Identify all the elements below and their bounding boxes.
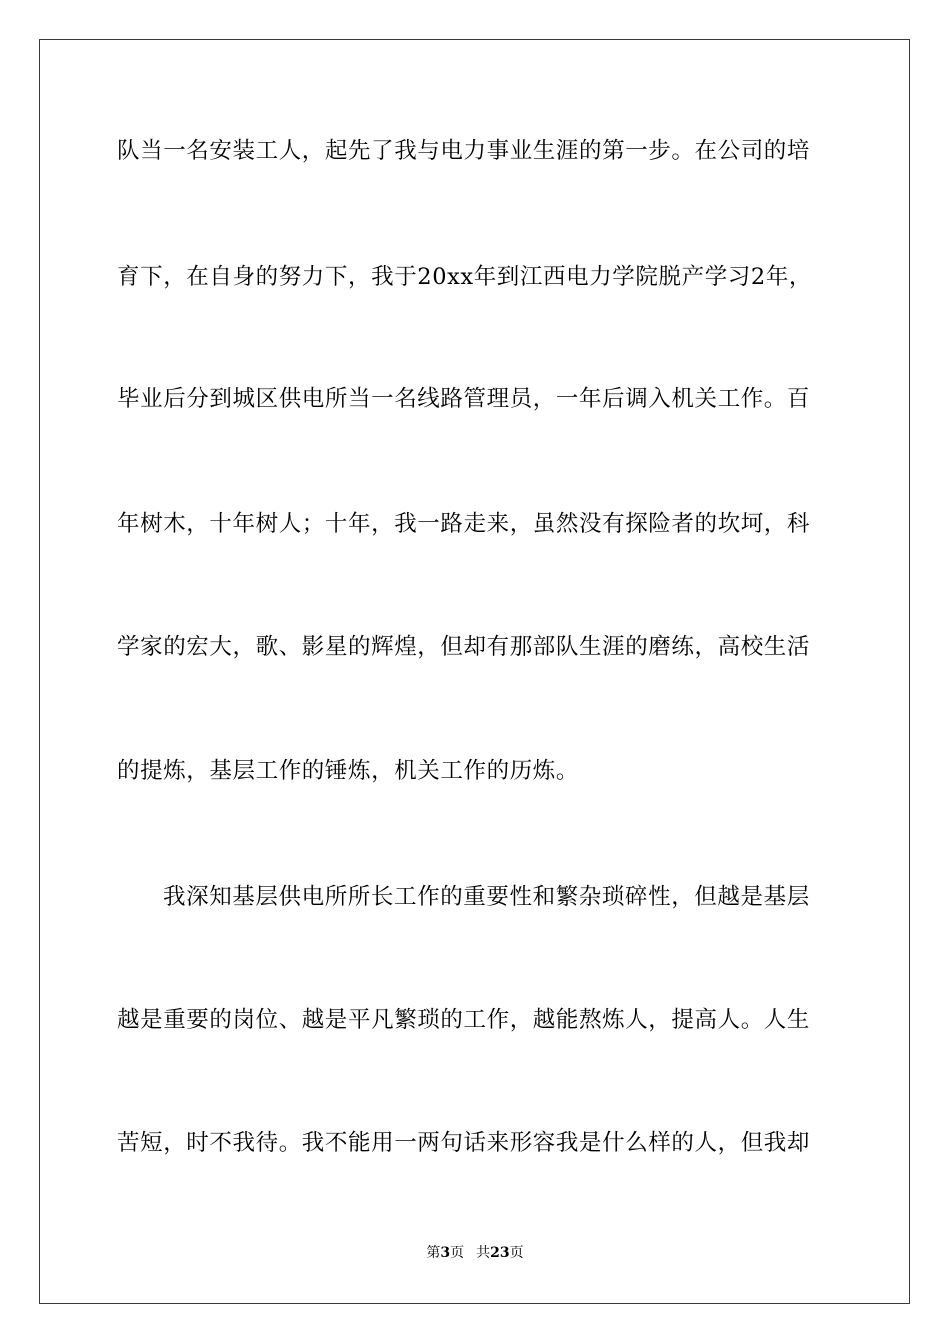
total-suffix: 页 — [509, 1245, 524, 1261]
page-suffix: 页 — [450, 1245, 465, 1261]
total-pages: 23 — [490, 1245, 510, 1261]
body-text-line-5: 学家的宏大，歌、影星的辉煌，但却有那部队生涯的磨练，高校生活 — [117, 634, 811, 660]
total-prefix: 共 — [476, 1245, 491, 1261]
body-text-line-6: 的提炼，基层工作的锤炼，机关工作的历炼。 — [117, 758, 580, 784]
body-text-line-8: 越是重要的岗位、越是平凡繁琐的工作，越能熬炼人，提高人。人生 — [117, 1007, 811, 1033]
page-number: 3 — [440, 1245, 451, 1261]
body-text-line-9: 苦短，时不我待。我不能用一两句话来形容我是什么样的人，但我却 — [117, 1130, 811, 1156]
body-text-line-2: 育下，在自身的努力下，我于20xx年到江西电力学院脱产学习2年， — [117, 264, 813, 290]
page-prefix: 第 — [426, 1245, 441, 1261]
page-footer — [0, 1243, 950, 1263]
body-text-line-4: 年树木，十年树人；十年，我一路走来，虽然没有探险者的坎坷，科 — [117, 511, 811, 537]
paragraph-start-line: 我深知基层供电所所长工作的重要性和繁杂琐碎性，但越是基层 — [163, 884, 810, 910]
body-text-line-1: 队当一名安装工人，起先了我与电力事业生涯的第一步。在公司的培 — [117, 138, 811, 164]
body-text-line-3: 毕业后分到城区供电所当一名线路管理员，一年后调入机关工作。百 — [117, 386, 811, 412]
page-border — [39, 39, 910, 1304]
